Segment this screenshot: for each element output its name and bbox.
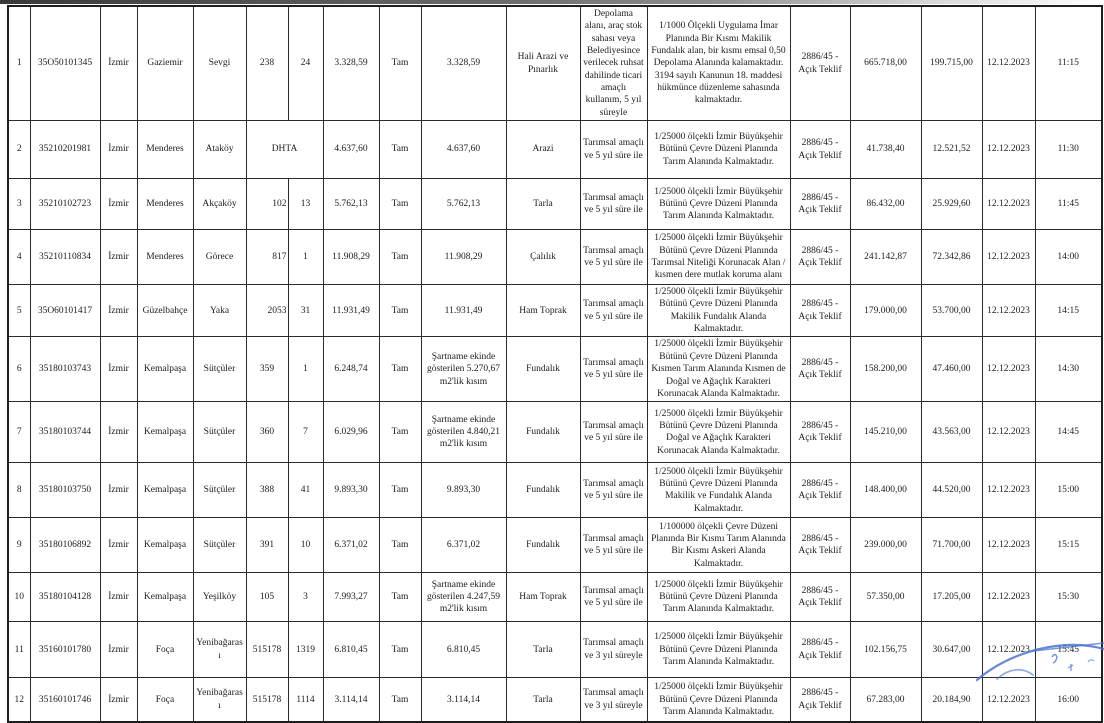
cell-price: 67.283,00	[850, 678, 921, 723]
cell-sale-subject: 5.762,13	[421, 179, 506, 230]
cell-time: 15:00	[1035, 463, 1102, 518]
table-row	[8, 121, 1102, 179]
cell-neighborhood: Ataköy	[193, 121, 246, 179]
cell-no: 2	[8, 121, 30, 179]
cell-share: Tam	[379, 622, 421, 678]
cell-province: İzmir	[100, 121, 137, 179]
cell-tender-method: 2886/45 - Açık Teklif	[790, 179, 850, 230]
cell-sale-subject: Şartname ekinde gösterilen 4.247,59 m2'lik kısım	[421, 573, 506, 622]
cell-block: 391	[246, 518, 288, 573]
cell-neighborhood: Sevgi	[193, 6, 246, 121]
cell-tender-method: 2886/45 - Açık Teklif	[790, 573, 850, 622]
table-row	[8, 285, 1102, 337]
cell-parcel: 1114	[288, 678, 323, 723]
cell-no: 5	[8, 285, 30, 337]
cell-price: 179.000,00	[850, 285, 921, 337]
table-row	[8, 179, 1102, 230]
table-row	[8, 678, 1102, 723]
cell-neighborhood: Akçaköy	[193, 179, 246, 230]
cell-province: İzmir	[100, 402, 137, 463]
cell-time: 14:30	[1035, 337, 1102, 402]
cell-share: Tam	[379, 337, 421, 402]
cell-block: DHTA	[246, 121, 323, 179]
cell-parcel: 41	[288, 463, 323, 518]
cell-price: 241.142,87	[850, 230, 921, 285]
cell-usage: Tarımsal amaçlı ve 5 yıl süre ile	[580, 337, 647, 402]
cell-parcel: 1	[288, 230, 323, 285]
cell-sale-subject: Şartname ekinde gösterilen 4.840,21 m2'lik kısım	[421, 402, 506, 463]
cell-file-no: 35O50101345	[30, 6, 100, 121]
cell-parcel: 1	[288, 337, 323, 402]
cell-tender-method: 2886/45 - Açık Teklif	[790, 678, 850, 723]
cell-neighborhood: Yenibağarası	[193, 678, 246, 723]
cell-tender-method: 2886/45 - Açık Teklif	[790, 622, 850, 678]
cell-area: 11.908,29	[323, 230, 379, 285]
cell-no: 11	[8, 622, 30, 678]
cell-tender-method: 2886/45 - Açık Teklif	[790, 285, 850, 337]
table-row	[8, 463, 1102, 518]
cell-deposit: 44.520,00	[921, 463, 982, 518]
cell-date: 12.12.2023	[982, 678, 1035, 723]
table-row	[8, 402, 1102, 463]
cell-land-type: Çalılık	[506, 230, 580, 285]
cell-file-no: 35160101746	[30, 678, 100, 723]
cell-block: 515178	[246, 678, 288, 723]
cell-province: İzmir	[100, 622, 137, 678]
cell-sale-subject: 4.637,60	[421, 121, 506, 179]
cell-block: 515178	[246, 622, 288, 678]
cell-no: 6	[8, 337, 30, 402]
cell-tender-method: 2886/45 - Açık Teklif	[790, 463, 850, 518]
cell-usage: Tarımsal amaçlı ve 5 yıl süre ile	[580, 285, 647, 337]
cell-deposit: 47.460,00	[921, 337, 982, 402]
cell-share: Tam	[379, 6, 421, 121]
cell-no: 7	[8, 402, 30, 463]
table-row	[8, 518, 1102, 573]
cell-block: 102	[246, 179, 288, 230]
cell-file-no: 35210201981	[30, 121, 100, 179]
cell-province: İzmir	[100, 463, 137, 518]
cell-deposit: 53.700,00	[921, 285, 982, 337]
cell-price: 158.200,00	[850, 337, 921, 402]
cell-date: 12.12.2023	[982, 179, 1035, 230]
cell-share: Tam	[379, 463, 421, 518]
cell-file-no: 35210110834	[30, 230, 100, 285]
cell-usage: Tarımsal amaçlı ve 3 yıl süreyle	[580, 678, 647, 723]
cell-time: 15:15	[1035, 518, 1102, 573]
cell-neighborhood: Sütçüler	[193, 518, 246, 573]
cell-sale-subject: 3.114,14	[421, 678, 506, 723]
cell-parcel: 31	[288, 285, 323, 337]
cell-time: 15:45	[1035, 622, 1102, 678]
cell-tender-method: 2886/45 - Açık Teklif	[790, 337, 850, 402]
cell-province: İzmir	[100, 337, 137, 402]
cell-province: İzmir	[100, 678, 137, 723]
cell-zoning-note: 1/25000 ölçekli İzmir Büyükşehir Bütünü Çevre Düzeni Planında Tarım Alanında Kalmaktadır.	[647, 622, 790, 678]
cell-block: 360	[246, 402, 288, 463]
cell-date: 12.12.2023	[982, 573, 1035, 622]
cell-time: 15:30	[1035, 573, 1102, 622]
cell-file-no: 35180103743	[30, 337, 100, 402]
cell-time: 14:45	[1035, 402, 1102, 463]
cell-price: 57.350,00	[850, 573, 921, 622]
cell-sale-subject: Şartname ekinde gösterilen 5.270,67 m2'lik kısım	[421, 337, 506, 402]
cell-share: Tam	[379, 402, 421, 463]
cell-district: Kemalpaşa	[137, 402, 193, 463]
cell-land-type: Fundalık	[506, 518, 580, 573]
cell-file-no: 35180104128	[30, 573, 100, 622]
cell-sale-subject: 6.371,02	[421, 518, 506, 573]
cell-block: 388	[246, 463, 288, 518]
cell-land-type: Ham Toprak	[506, 573, 580, 622]
cell-usage: Tarımsal amaçlı ve 5 yıl süre ile	[580, 463, 647, 518]
cell-tender-method: 2886/45 - Açık Teklif	[790, 6, 850, 121]
cell-district: Kemalpaşa	[137, 337, 193, 402]
cell-area: 3.114,14	[323, 678, 379, 723]
cell-usage: Tarımsal amaçlı ve 5 yıl süre ile	[580, 573, 647, 622]
cell-share: Tam	[379, 518, 421, 573]
cell-neighborhood: Yeşilköy	[193, 573, 246, 622]
cell-date: 12.12.2023	[982, 402, 1035, 463]
cell-file-no: 35210102723	[30, 179, 100, 230]
cell-time: 11:15	[1035, 6, 1102, 121]
scan-top-edge-artifact	[0, 0, 1104, 4]
cell-usage: Tarımsal amaçlı ve 3 yıl süreyle	[580, 622, 647, 678]
cell-price: 102.156,75	[850, 622, 921, 678]
cell-share: Tam	[379, 179, 421, 230]
cell-land-type: Fundalık	[506, 463, 580, 518]
cell-usage: Tarımsal amaçlı ve 5 yıl süre ile	[580, 518, 647, 573]
cell-neighborhood: Görece	[193, 230, 246, 285]
cell-parcel: 7	[288, 402, 323, 463]
cell-tender-method: 2886/45 - Açık Teklif	[790, 121, 850, 179]
cell-date: 12.12.2023	[982, 622, 1035, 678]
cell-neighborhood: Yaka	[193, 285, 246, 337]
table-row	[8, 337, 1102, 402]
cell-area: 7.993,27	[323, 573, 379, 622]
cell-parcel: 13	[288, 179, 323, 230]
cell-land-type: Tarla	[506, 179, 580, 230]
cell-area: 6.371,02	[323, 518, 379, 573]
cell-file-no: 35180103744	[30, 402, 100, 463]
cell-usage: Tarımsal amaçlı ve 5 yıl süre ile	[580, 230, 647, 285]
cell-area: 3.328,59	[323, 6, 379, 121]
cell-tender-method: 2886/45 - Açık Teklif	[790, 518, 850, 573]
cell-district: Foça	[137, 678, 193, 723]
cell-date: 12.12.2023	[982, 6, 1035, 121]
cell-time: 11:45	[1035, 179, 1102, 230]
cell-deposit: 199.715,00	[921, 6, 982, 121]
cell-parcel: 24	[288, 6, 323, 121]
cell-zoning-note: 1/25000 ölçekli İzmir Büyükşehir Bütünü Çevre Düzeni Planında Kısmen Tarım Alanında Kısmen de Doğal ve Ağaçlık Karakteri Korunacak Alanda Kalmaktadır.	[647, 337, 790, 402]
cell-no: 3	[8, 179, 30, 230]
cell-no: 9	[8, 518, 30, 573]
cell-land-type: Ham Toprak	[506, 285, 580, 337]
cell-province: İzmir	[100, 6, 137, 121]
cell-land-type: Hali Arazi ve Pınarlık	[506, 6, 580, 121]
cell-tender-method: 2886/45 - Açık Teklif	[790, 402, 850, 463]
cell-land-type: Fundalık	[506, 402, 580, 463]
cell-district: Menderes	[137, 121, 193, 179]
table-row	[8, 6, 1102, 121]
cell-district: Menderes	[137, 179, 193, 230]
cell-price: 665.718,00	[850, 6, 921, 121]
cell-area: 9.893,30	[323, 463, 379, 518]
cell-district: Menderes	[137, 230, 193, 285]
cell-area: 6.029,96	[323, 402, 379, 463]
cell-block: 105	[246, 573, 288, 622]
cell-deposit: 30.647,00	[921, 622, 982, 678]
cell-zoning-note: 1/25000 ölçekli İzmir Büyükşehir Bütünü Çevre Düzeni Planında Doğal ve Ağaçlık Karakteri Korunacak Alanda Kalmaktadır.	[647, 402, 790, 463]
cell-area: 6.248,74	[323, 337, 379, 402]
cell-zoning-note: 1/25000 ölçekli İzmir Büyükşehir Bütünü Çevre Düzeni Planında Tarım Alanında Kalmaktadır.	[647, 573, 790, 622]
cell-date: 12.12.2023	[982, 285, 1035, 337]
cell-deposit: 72.342,86	[921, 230, 982, 285]
cell-price: 239.000,00	[850, 518, 921, 573]
table-row	[8, 573, 1102, 622]
cell-share: Tam	[379, 573, 421, 622]
cell-price: 41.738,40	[850, 121, 921, 179]
cell-land-type: Tarla	[506, 622, 580, 678]
cell-neighborhood: Sütçüler	[193, 337, 246, 402]
cell-province: İzmir	[100, 285, 137, 337]
cell-block: 817	[246, 230, 288, 285]
cell-no: 1	[8, 6, 30, 121]
cell-neighborhood: Sütçüler	[193, 402, 246, 463]
cell-district: Kemalpaşa	[137, 463, 193, 518]
cell-tender-method: 2886/45 - Açık Teklif	[790, 230, 850, 285]
cell-area: 11.931,49	[323, 285, 379, 337]
cell-block: 2053	[246, 285, 288, 337]
cell-district: Foça	[137, 622, 193, 678]
cell-file-no: 35180103750	[30, 463, 100, 518]
cell-price: 86.432,00	[850, 179, 921, 230]
cell-zoning-note: 1/25000 ölçekli İzmir Büyükşehir Bütünü Çevre Düzeni Planında Tarım Alanında Kalmaktadır.	[647, 121, 790, 179]
cell-land-type: Tarla	[506, 678, 580, 723]
cell-block: 359	[246, 337, 288, 402]
cell-district: Kemalpaşa	[137, 518, 193, 573]
cell-deposit: 12.521,52	[921, 121, 982, 179]
cell-land-type: Arazi	[506, 121, 580, 179]
cell-zoning-note: 1/25000 ölçekli İzmir Büyükşehir Bütünü Çevre Düzeni Planında Tarım Alanında Kalmaktadır.	[647, 179, 790, 230]
cell-price: 145.210,00	[850, 402, 921, 463]
cell-zoning-note: 1/25000 ölçekli İzmir Büyükşehir Bütünü Çevre Düzeni Planında Tarımsal Niteliği Korunacak Alan / kısmen dere mutlak koruma alanı	[647, 230, 790, 285]
cell-usage: Depolama alanı, araç stok sahası veya Belediyesince verilecek ruhsat dahilinde ticari amaçlı kullanım, 5 yıl süreyle	[580, 6, 647, 121]
cell-usage: Tarımsal amaçlı ve 5 yıl süre ile	[580, 121, 647, 179]
cell-time: 14:00	[1035, 230, 1102, 285]
cell-area: 6.810,45	[323, 622, 379, 678]
cell-district: Gaziemir	[137, 6, 193, 121]
cell-share: Tam	[379, 678, 421, 723]
cell-zoning-note: 1/100000 ölçekli Çevre Düzeni Planında Bir Kısmı Tarım Alanında Bir Kısmı Askeri Alanda Kalmaktadır.	[647, 518, 790, 573]
cell-deposit: 71.700,00	[921, 518, 982, 573]
cell-parcel: 10	[288, 518, 323, 573]
cell-no: 8	[8, 463, 30, 518]
cell-deposit: 43.563,00	[921, 402, 982, 463]
cell-usage: Tarımsal amaçlı ve 5 yıl süre ile	[580, 179, 647, 230]
cell-zoning-note: 1/1000 Ölçekli Uygulama İmar Planında Bir Kısmı Makilik Fundalık alan, bir kısmı emsal 0,50 Depolama Alanında kalamaktadır. 3194 sayılı Kanunun 18. maddesi hükmünce düzenleme sahasında kalmaktadır.	[647, 6, 790, 121]
cell-date: 12.12.2023	[982, 230, 1035, 285]
table-row	[8, 230, 1102, 285]
cell-zoning-note: 1/25000 ölçekli İzmir Büyükşehir Bütünü Çevre Düzeni Planında Tarım Alanında Kalmaktadır.	[647, 678, 790, 723]
cell-share: Tam	[379, 285, 421, 337]
cell-block: 238	[246, 6, 288, 121]
cell-price: 148.400,00	[850, 463, 921, 518]
cell-sale-subject: 11.908,29	[421, 230, 506, 285]
cell-sale-subject: 3.328,59	[421, 6, 506, 121]
cell-sale-subject: 9.893,30	[421, 463, 506, 518]
cell-time: 14:15	[1035, 285, 1102, 337]
cell-neighborhood: Yenibağarası	[193, 622, 246, 678]
cell-zoning-note: 1/25000 ölçekli İzmir Büyükşehir Bütünü Çevre Düzeni Planında Makilik Fundalık Alanda Kalmaktadır.	[647, 285, 790, 337]
cell-province: İzmir	[100, 179, 137, 230]
cell-date: 12.12.2023	[982, 337, 1035, 402]
cell-sale-subject: 6.810,45	[421, 622, 506, 678]
cell-sale-subject: 11.931,49	[421, 285, 506, 337]
cell-date: 12.12.2023	[982, 518, 1035, 573]
cell-parcel: 3	[288, 573, 323, 622]
cell-time: 16:00	[1035, 678, 1102, 723]
cell-land-type: Fundalık	[506, 337, 580, 402]
cell-neighborhood: Sütçüler	[193, 463, 246, 518]
cell-date: 12.12.2023	[982, 121, 1035, 179]
cell-deposit: 17.205,00	[921, 573, 982, 622]
cell-deposit: 25.929,60	[921, 179, 982, 230]
cell-no: 12	[8, 678, 30, 723]
cell-no: 10	[8, 573, 30, 622]
cell-file-no: 35160101780	[30, 622, 100, 678]
cell-area: 5.762,13	[323, 179, 379, 230]
cell-zoning-note: 1/25000 ölçekli İzmir Büyükşehir Bütünü Çevre Düzeni Planında Makilik ve Fundalık Alanda Kalmaktadır.	[647, 463, 790, 518]
cell-share: Tam	[379, 121, 421, 179]
cell-province: İzmir	[100, 518, 137, 573]
auction-list-table	[7, 5, 1103, 723]
cell-district: Kemalpaşa	[137, 573, 193, 622]
cell-date: 12.12.2023	[982, 463, 1035, 518]
cell-parcel: 1319	[288, 622, 323, 678]
cell-no: 4	[8, 230, 30, 285]
cell-area: 4.637,60	[323, 121, 379, 179]
cell-province: İzmir	[100, 230, 137, 285]
cell-file-no: 35180106892	[30, 518, 100, 573]
cell-province: İzmir	[100, 573, 137, 622]
cell-time: 11:30	[1035, 121, 1102, 179]
cell-usage: Tarımsal amaçlı ve 5 yıl süre ile	[580, 402, 647, 463]
cell-file-no: 35O60101417	[30, 285, 100, 337]
cell-share: Tam	[379, 230, 421, 285]
cell-deposit: 20.184,90	[921, 678, 982, 723]
cell-district: Güzelbahçe	[137, 285, 193, 337]
table-row	[8, 622, 1102, 678]
